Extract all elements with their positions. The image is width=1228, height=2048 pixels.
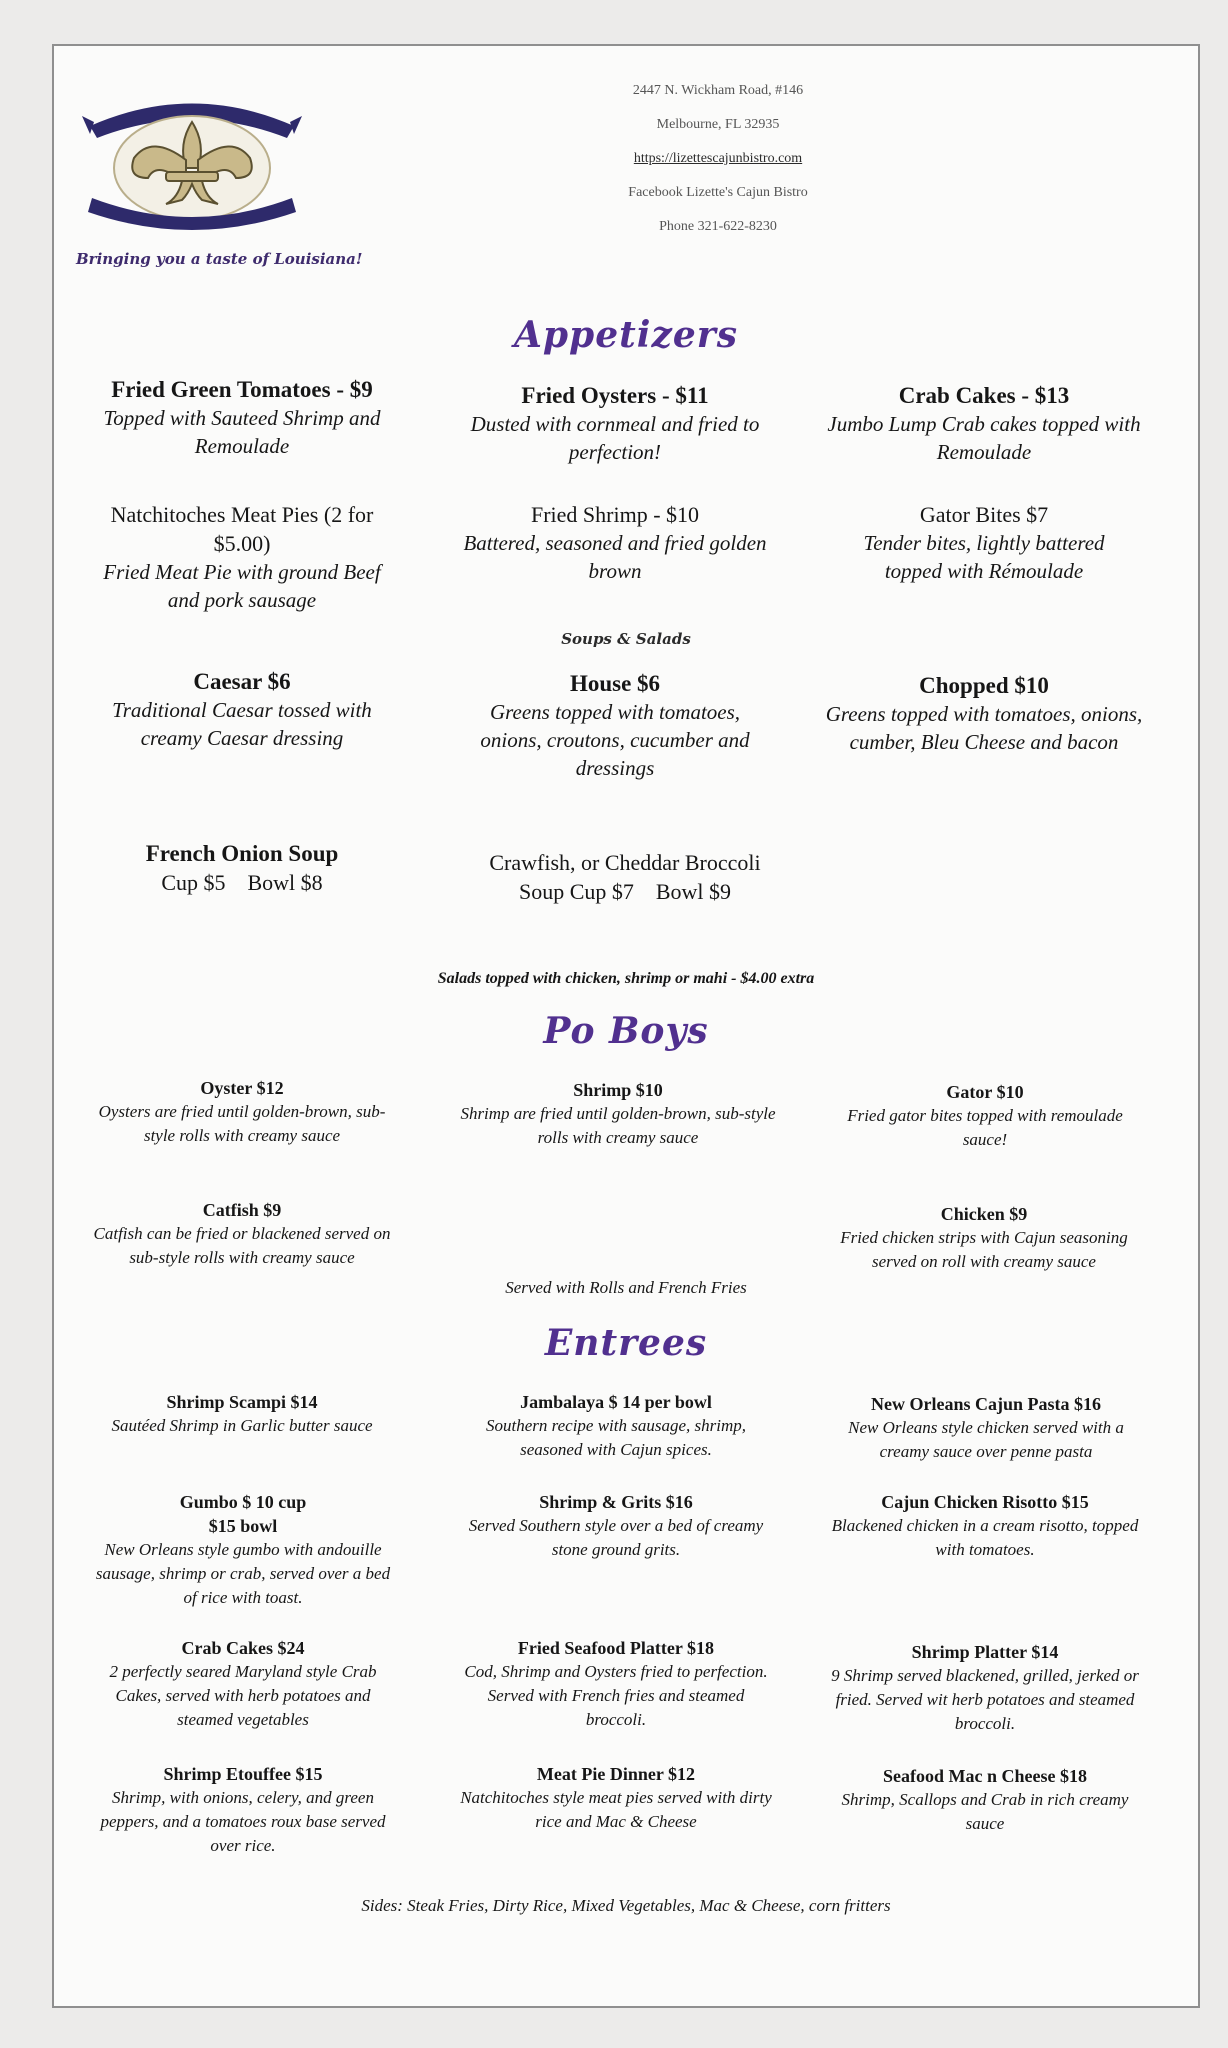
website-link[interactable]: https://lizettescajunbistro.com — [633, 151, 803, 166]
soups-salads-title: Soups & Salads — [561, 630, 691, 648]
menu-item: New Orleans Cajun Pasta $16 New Orleans style chicken served with a creamy sauce over penne pasta — [848, 1394, 1124, 1461]
menu-item: Caesar $6 Traditional Caesar tossed with creamy Caesar dressing — [112, 669, 372, 750]
menu-item: Shrimp Etouffee $15 Shrimp, with onions, celery, and green peppers, and a tomatoes roux base served over rice. — [100, 1764, 386, 1855]
menu-item: Crab Cakes $24 2 perfectly seared Maryland style Crab Cakes, served with herb potatoes and steamed vegetables — [109, 1638, 377, 1729]
menu-item: Seafood Mac n Cheese $18 Shrimp, Scallops and Crab in rich creamy sauce — [841, 1766, 1129, 1833]
contact-block — [532, 74, 904, 244]
menu-item: Gator Bites $7 Tender bites, lightly battered topped with Rémoulade — [863, 502, 1105, 583]
menu-sheet — [52, 44, 1200, 2008]
menu-item: Shrimp & Grits $16 Served Southern style over a bed of creamy stone ground grits. — [468, 1492, 764, 1559]
menu-item: Fried Shrimp - $10 Battered, seasoned and fried golden brown — [463, 502, 767, 583]
menu-item: Shrimp Platter $14 9 Shrimp served blackened, grilled, jerked or fried. Served wit herb potatoes and steamed broccoli. — [831, 1642, 1139, 1733]
menu-item: Natchitoches Meat Pies (2 for $5.00) Fried Meat Pie with ground Beef and pork sausage — [103, 502, 381, 612]
menu-item: Fried Oysters - $11 Dusted with cornmeal and fried to perfection! — [470, 383, 760, 464]
menu-item: Crab Cakes - $13 Jumbo Lump Crab cakes topped with Remoulade — [827, 383, 1141, 464]
menu-item: Crawfish, or Cheddar Broccoli Soup Cup $7 Bowl $9 — [489, 850, 761, 904]
menu-item: Chicken $9 Fried chicken strips with Cajun seasoning served on roll with creamy sauce — [840, 1204, 1128, 1271]
appetizers-title: Appetizers — [513, 314, 739, 356]
menu-item: House $6 Greens topped with tomatoes, onions, croutons, cucumber and dressings — [480, 671, 750, 780]
menu-item: Jambalaya $ 14 per bowl Southern recipe with sausage, shrimp, seasoned with Cajun spices. — [485, 1392, 747, 1459]
po-boys-title: Po Boys — [543, 1010, 709, 1052]
tagline: Bringing you a taste of Louisiana! — [76, 250, 363, 268]
salad-addon-note: Salads topped with chicken, shrimp or mahi - $4.00 extra — [437, 970, 815, 987]
menu-item: Fried Green Tomatoes - $9 Topped with Sauteed Shrimp and Remoulade — [103, 377, 381, 458]
menu-item: Meat Pie Dinner $12 Natchitoches style meat pies served with dirty rice and Mac & Cheese — [460, 1764, 772, 1831]
menu-item: Gumbo $ 10 cup $15 bowl New Orleans style gumbo with andouille sausage, shrimp or crab, served over a bed of rice with toast. — [95, 1492, 391, 1607]
entrees-title: Entrees — [544, 1322, 708, 1364]
address-line-2: Melbourne, FL 32935 — [656, 117, 780, 132]
address-line-1: 2447 N. Wickham Road, #146 — [632, 83, 804, 98]
menu-item: French Onion Soup Cup $5 Bowl $8 — [145, 841, 339, 895]
menu-item: Oyster $12 Oysters are fried until golden-brown, sub-style rolls with creamy sauce — [98, 1078, 386, 1145]
menu-item: Cajun Chicken Risotto $15 Blackened chicken in a cream risotto, topped with tomatoes. — [831, 1492, 1139, 1559]
menu-item: Catfish $9 Catfish can be fried or blackened served on sub-style rolls with creamy sauce — [93, 1200, 391, 1267]
menu-item: Chopped $10 Greens topped with tomatoes, onions, cumber, Bleu Cheese and bacon — [825, 673, 1143, 754]
po-boys-served-note: Served with Rolls and French Fries — [505, 1278, 747, 1297]
fleur-de-lis-logo — [82, 86, 302, 236]
phone-line: Phone 321-622-8230 — [659, 219, 777, 234]
menu-item: Gator $10 Fried gator bites topped with remoulade sauce! — [847, 1082, 1123, 1149]
menu-item: Fried Seafood Platter $18 Cod, Shrimp and Oysters fried to perfection. Served with French fries and steamed broccoli. — [464, 1638, 768, 1729]
facebook-line: Facebook Lizette's Cajun Bistro — [628, 185, 808, 200]
sides-note: Sides: Steak Fries, Dirty Rice, Mixed Vegetables, Mac & Cheese, corn fritters — [361, 1896, 891, 1915]
menu-item: Shrimp $10 Shrimp are fried until golden-brown, sub-style rolls with creamy sauce — [460, 1080, 776, 1147]
menu-item: Shrimp Scampi $14 Sautéed Shrimp in Garlic butter sauce — [111, 1392, 373, 1435]
